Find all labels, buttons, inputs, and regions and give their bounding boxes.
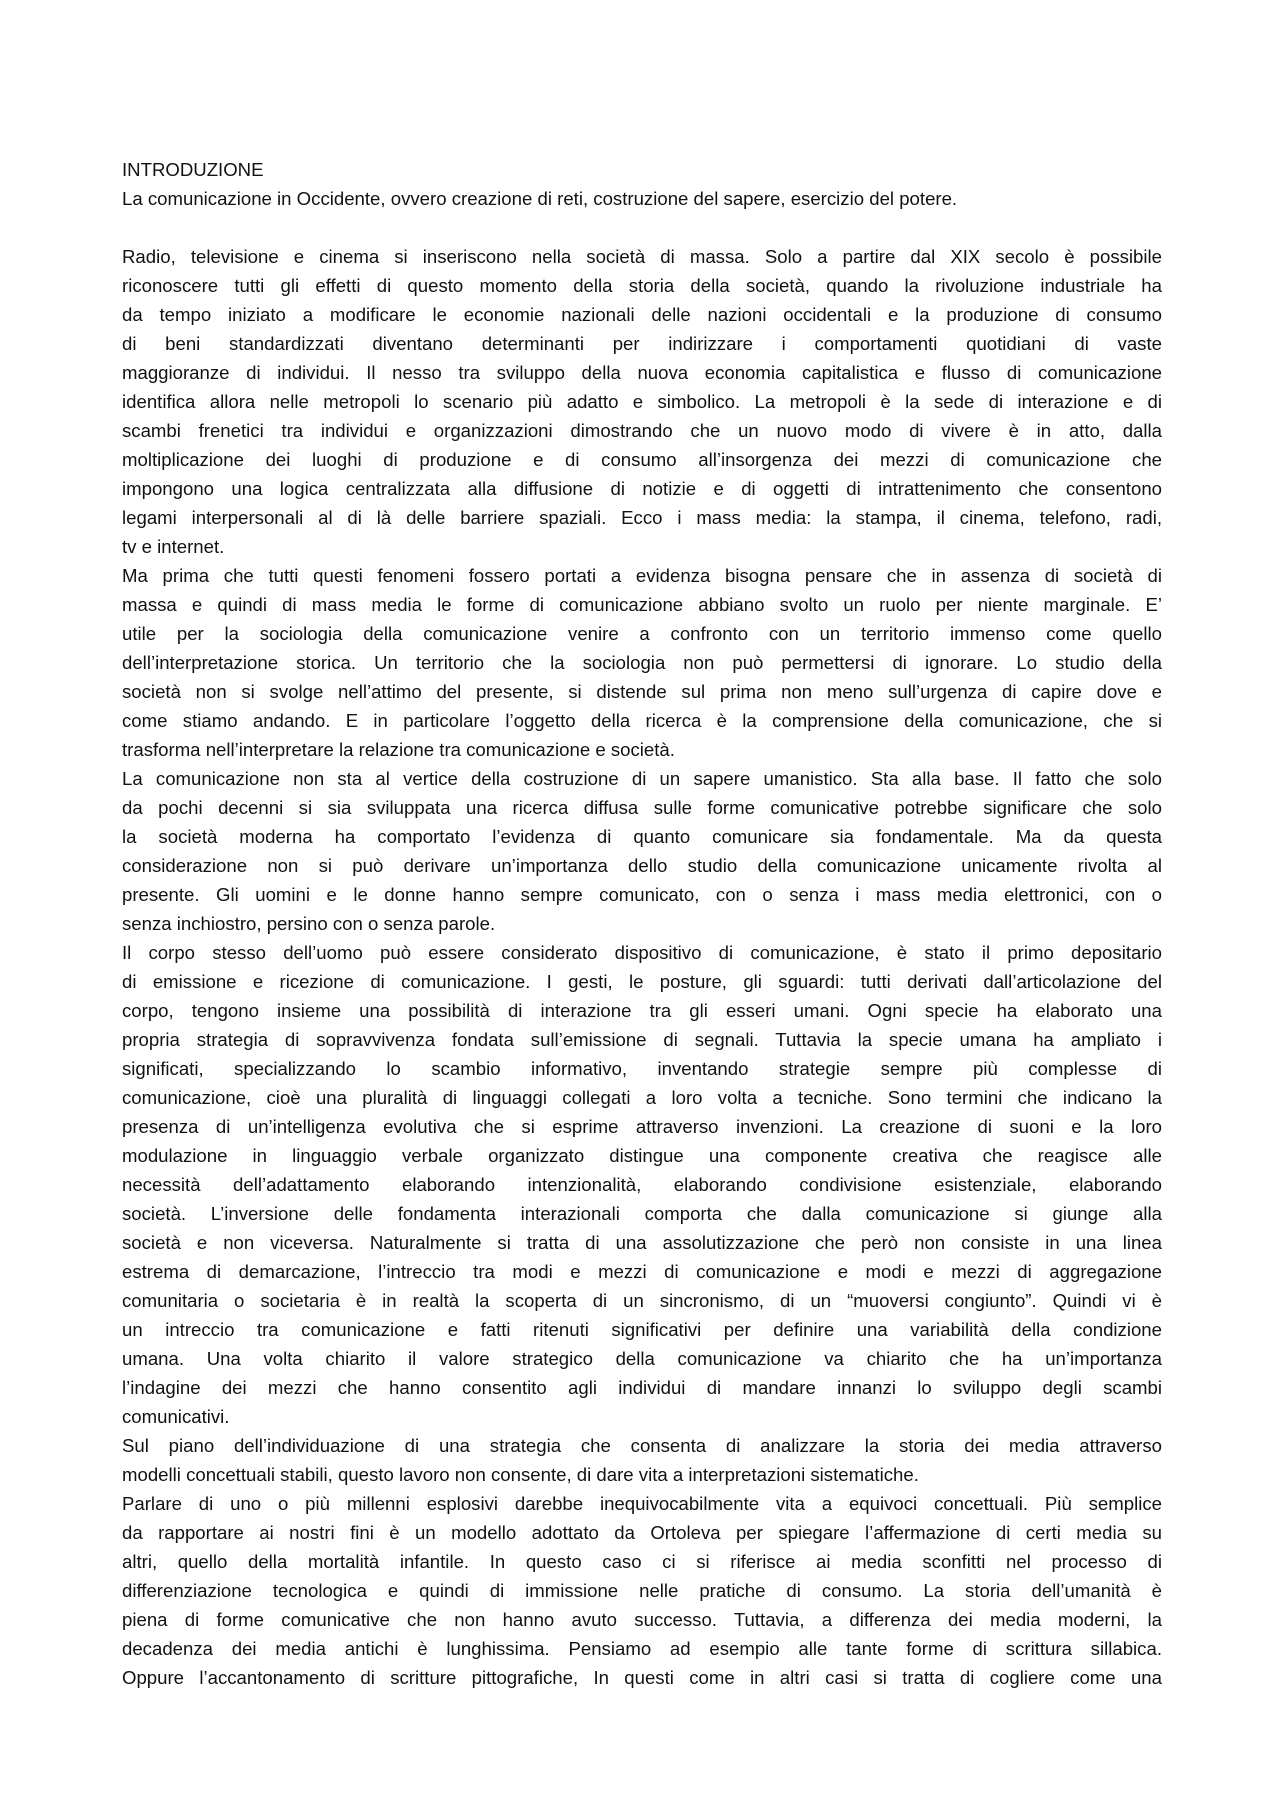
text-line: utile per la sociologia della comunicazione venire a confronto con un territorio immenso come quello (122, 623, 1162, 644)
text-line: considerazione non si può derivare un’importanza dello studio della comunicazione unicamente rivolta al (122, 855, 1162, 876)
text-line: senza inchiostro, persino con o senza parole. (122, 913, 496, 934)
text-line: maggioranze di individui. Il nesso tra sviluppo della nuova economia capitalistica e flusso di comunicazione (122, 362, 1162, 383)
text-line: l’indagine dei mezzi che hanno consentito agli individui di mandare innanzi lo sviluppo degli scambi (122, 1377, 1162, 1398)
text-line: differenziazione tecnologica e quindi di immissione nelle pratiche di consumo. La storia dell’umanità è (122, 1580, 1162, 1601)
text-line: piena di forme comunicative che non hanno avuto successo. Tuttavia, a differenza dei media moderni, la (122, 1609, 1162, 1630)
text-line: impongono una logica centralizzata alla diffusione di notizie e di oggetti di intrattenimento che consentono (122, 478, 1162, 499)
text-line: riconoscere tutti gli effetti di questo momento della storia della società, quando la rivoluzione industriale ha (122, 275, 1162, 296)
text-line: umana. Una volta chiarito il valore strategico della comunicazione va chiarito che ha un’importanza (122, 1348, 1162, 1369)
text-line: massa e quindi di mass media le forme di comunicazione abbiano svolto un ruolo per niente marginale. E’ (122, 594, 1162, 615)
text-line: società e non viceversa. Naturalmente si tratta di una assolutizzazione che però non consiste in una linea (122, 1232, 1162, 1253)
text-line: società. L’inversione delle fondamenta interazionali comporta che dalla comunicazione si giunge alla (122, 1203, 1162, 1224)
text-line: La comunicazione non sta al vertice della costruzione di un sapere umanistico. Sta alla base. Il fatto che solo (122, 768, 1162, 789)
text-line: estrema di demarcazione, l’intreccio tra modi e mezzi di comunicazione e modi e mezzi di aggregazione (122, 1261, 1162, 1282)
text-line: di beni standardizzati diventano determinanti per indirizzare i comportamenti quotidiani di vaste (122, 333, 1162, 354)
text-line: comunitaria o societaria è in realtà la scoperta di un sincronismo, di un “muoversi congiunto”. Quindi vi è (122, 1290, 1162, 1311)
text-line: Radio, televisione e cinema si inseriscono nella società di massa. Solo a partire dal XIX secolo è possibile (122, 246, 1162, 267)
text-line: necessità dell’adattamento elaborando intenzionalità, elaborando condivisione esistenziale, elaborando (122, 1174, 1162, 1195)
text-line: dell’interpretazione storica. Un territorio che la sociologia non può permettersi di ignorare. Lo studio della (122, 652, 1162, 673)
text-line: legami interpersonali al di là delle barriere spaziali. Ecco i mass media: la stampa, il cinema, telefono, radi, (122, 507, 1162, 528)
document-subtitle: La comunicazione in Occidente, ovvero creazione di reti, costruzione del sapere, esercizio del potere. (122, 188, 958, 209)
text-line: Ma prima che tutti questi fenomeni fossero portati a evidenza bisogna pensare che in assenza di società di (122, 565, 1162, 586)
document-body (122, 242, 1162, 1692)
text-line: la società moderna ha comportato l’evidenza di quanto comunicare sia fondamentale. Ma da questa (122, 826, 1162, 847)
text-line: decadenza dei media antichi è lunghissima. Pensiamo ad esempio alle tante forme di scrittura sillabica. (122, 1638, 1162, 1659)
text-line: trasforma nell’interpretare la relazione tra comunicazione e società. (122, 739, 675, 760)
text-line: altri, quello della mortalità infantile. In questo caso ci si riferisce ai media sconfitti nel processo di (122, 1551, 1162, 1572)
text-line: significati, specializzando lo scambio informativo, inventando strategie sempre più complesse di (122, 1058, 1162, 1079)
text-line: società non si svolge nell’attimo del presente, si distende sul prima non meno sull’urgenza di capire dove e (122, 681, 1162, 702)
text-line: tv e internet. (122, 536, 225, 557)
text-line: da pochi decenni si sia sviluppata una ricerca diffusa sulle forme comunicative potrebbe significare che solo (122, 797, 1162, 818)
text-line: scambi frenetici tra individui e organizzazioni dimostrando che un nuovo modo di vivere è in atto, dalla (122, 420, 1162, 441)
text-line: modelli concettuali stabili, questo lavoro non consente, di dare vita a interpretazioni sistematiche. (122, 1464, 919, 1485)
text-line: di emissione e ricezione di comunicazione. I gesti, le posture, gli sguardi: tutti derivati dall’articolazione del (122, 971, 1162, 992)
text-line: da tempo iniziato a modificare le economie nazionali delle nazioni occidentali e la produzione di consumo (122, 304, 1162, 325)
document-page (122, 155, 1162, 1692)
text-line: Sul piano dell’individuazione di una strategia che consenta di analizzare la storia dei media attraverso (122, 1435, 1162, 1456)
text-line: propria strategia di sopravvivenza fondata sull’emissione di segnali. Tuttavia la specie umana ha ampliato i (122, 1029, 1162, 1050)
paragraph-spacer (122, 213, 1162, 242)
text-line: Parlare di uno o più millenni esplosivi darebbe inequivocabilmente vita a equivoci concettuali. Più semplice (122, 1493, 1162, 1514)
text-line: un intreccio tra comunicazione e fatti ritenuti significativi per definire una variabilità della condizione (122, 1319, 1162, 1340)
text-line: Oppure l’accantonamento di scritture pittografiche, In questi come in altri casi si tratta di cogliere come una (122, 1667, 1162, 1688)
text-line: moltiplicazione dei luoghi di produzione e di consumo all’insorgenza dei mezzi di comunicazione che (122, 449, 1162, 470)
text-line: da rapportare ai nostri fini è un modello adottato da Ortoleva per spiegare l’affermazione di certi media su (122, 1522, 1162, 1543)
text-line: comunicativi. (122, 1406, 230, 1427)
text-line: comunicazione, cioè una pluralità di linguaggi collegati a loro volta a tecniche. Sono termini che indicano la (122, 1087, 1162, 1108)
text-line: presente. Gli uomini e le donne hanno sempre comunicato, con o senza i mass media elettronici, con o (122, 884, 1162, 905)
text-line: Il corpo stesso dell’uomo può essere considerato dispositivo di comunicazione, è stato il primo depositario (122, 942, 1162, 963)
text-line: presenza di un’intelligenza evolutiva che si esprime attraverso invenzioni. La creazione di suoni e la loro (122, 1116, 1162, 1137)
text-line: modulazione in linguaggio verbale organizzato distingue una componente creativa che reagisce alle (122, 1145, 1162, 1166)
text-line: come stiamo andando. E in particolare l’oggetto della ricerca è la comprensione della comunicazione, che si (122, 710, 1162, 731)
text-line: corpo, tengono insieme una possibilità di interazione tra gli esseri umani. Ogni specie ha elaborato una (122, 1000, 1162, 1021)
text-line: identifica allora nelle metropoli lo scenario più adatto e simbolico. La metropoli è la sede di interazione e di (122, 391, 1162, 412)
document-title: INTRODUZIONE (122, 159, 264, 180)
